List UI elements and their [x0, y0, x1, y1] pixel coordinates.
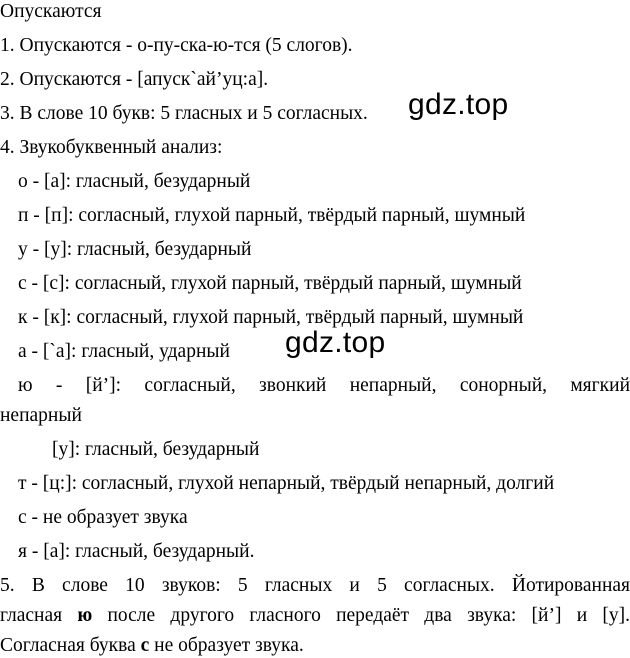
analysis-line-u: у - [у]: гласный, безударный — [18, 239, 252, 260]
analysis-line-ya: я - [а]: гласный, безударный. — [18, 541, 255, 562]
analysis-line-s: с - [с]: согласный, глухой парный, твёрдый парный, шумный — [18, 273, 522, 294]
item-4: 4. Звукобуквенный анализ: — [0, 137, 223, 158]
watermark-2: gdz.top — [285, 326, 386, 359]
item-3: 3. В слове 10 букв: 5 гласных и 5 согласных. — [0, 103, 368, 124]
item-5-line-2: гласная ю после другого гласного передаёт два звука: [й’] и [у]. — [0, 605, 630, 626]
analysis-line-p: п - [п]: согласный, глухой парный, твёрдый парный, шумный — [18, 205, 526, 226]
item-2: 2. Опускаются - [апуск`ай’уц:а]. — [0, 69, 269, 90]
analysis-line-a: а - [`а]: гласный, ударный — [18, 341, 230, 362]
analysis-line-s2: с - не образует звука — [18, 507, 188, 528]
analysis-line-t: т - [ц:]: согласный, глухой непарный, твёрдый непарный, долгий — [18, 473, 555, 494]
analysis-line-k: к - [к]: согласный, глухой парный, твёрдый парный, шумный — [18, 307, 524, 328]
analysis-line-yu-cont: непарный — [0, 405, 82, 426]
item-5-line-3: Согласная буква с не образует звука. — [0, 635, 304, 656]
analysis-line-yu-second: [у]: гласный, безударный — [52, 439, 260, 460]
page-title: Опускаются — [0, 1, 102, 22]
watermark-1: gdz.top — [408, 88, 509, 121]
analysis-line-o: о - [а]: гласный, безударный — [18, 171, 251, 192]
item-1: 1. Опускаются - о-пу-ска-ю-тся (5 слогов). — [0, 35, 353, 56]
item-5-line-1: 5. В слове 10 звуков: 5 гласных и 5 согласных. Йотированная — [0, 575, 630, 596]
analysis-line-yu: ю - [й’]: согласный, звонкий непарный, сонорный, мягкий — [18, 375, 630, 396]
